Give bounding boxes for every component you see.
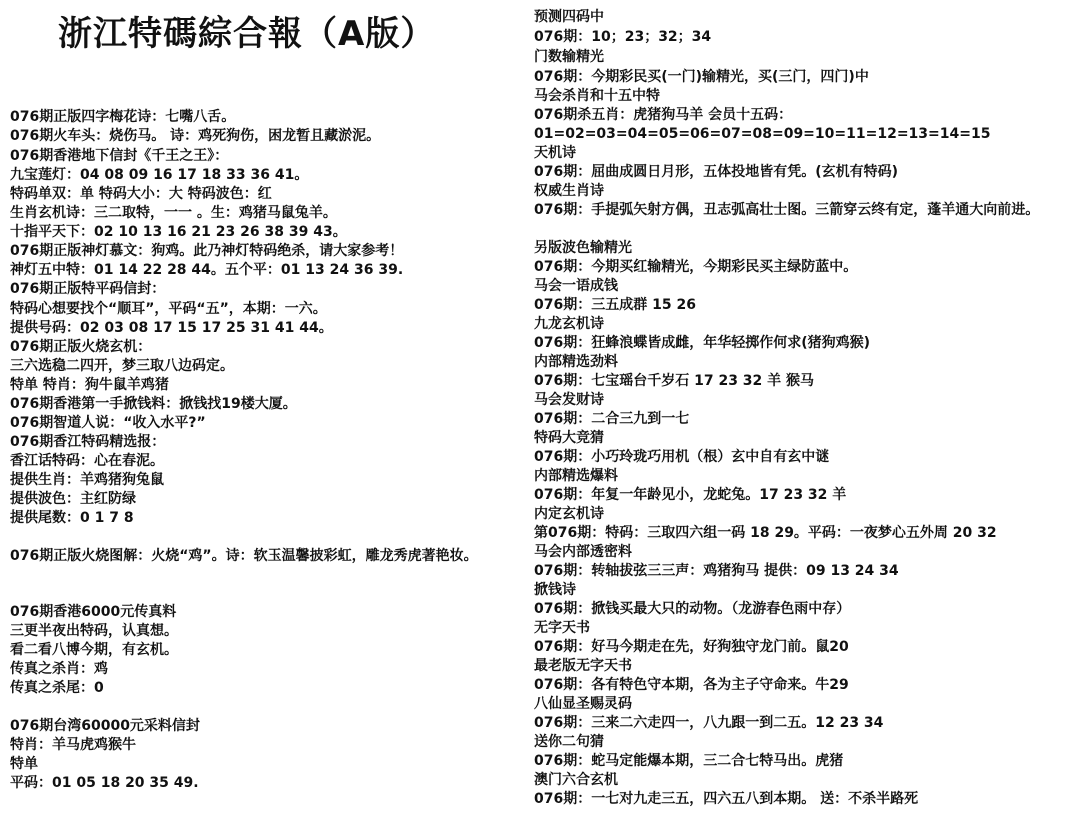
text-line: 生肖玄机诗：三二取特，一一 。生：鸡猪马鼠兔羊。 — [10, 205, 337, 221]
section-heading: 马会一语成钱 — [534, 278, 618, 294]
text-line: 076期：掀钱买最大只的动物。（龙游春色雨中存） — [534, 601, 851, 617]
text-line: 076期正版特平码信封： — [10, 281, 166, 297]
text-line: 传真之杀肖：鸡 — [10, 661, 108, 677]
text-line: 平码：01 05 18 20 35 49. — [10, 775, 199, 791]
section-heading: 特码大竞猜 — [534, 430, 604, 446]
section-heading: 权威生肖诗 — [534, 183, 604, 199]
section-heading: 马会发财诗 — [534, 392, 604, 408]
text-paragraph: 076期正版火烧图解：火烧“鸡”。诗：软玉温馨披彩虹，雕龙秀虎著艳妆。 — [10, 548, 478, 564]
text-line: 十指平天下：02 10 13 16 21 23 26 38 39 43。 — [10, 224, 347, 240]
section-heading: 内部精选劲料 — [534, 354, 618, 370]
text-line: 076期智道人说：“收入水平?” — [10, 415, 206, 431]
text-line: 076期香港第一手掀钱料：掀钱找19楼大厦。 — [10, 396, 297, 412]
text-line: 特码单双：单 特码大小：大 特码波色：红 — [10, 186, 272, 202]
page-title: 浙江特碼綜合報（A版） — [58, 14, 436, 54]
text-line: 076期：转轴拔弦三三声：鸡猪狗马 提供：09 13 24 34 — [534, 563, 899, 579]
text-line: 提供波色：主红防绿 — [10, 491, 136, 507]
text-line: 三更半夜出特码，认真想。 — [10, 623, 178, 639]
section-heading: 八仙显圣赐灵码 — [534, 696, 632, 712]
text-line: 特单 — [10, 756, 38, 772]
section-heading: 送你二句猜 — [534, 734, 604, 750]
text-line: 看二看八博今期，有玄机。 — [10, 642, 178, 658]
text-line: 传真之杀尾：0 — [10, 680, 104, 696]
text-line: 076期：三五成群 15 26 — [534, 297, 696, 313]
section-heading: 预测四码中 — [534, 9, 604, 25]
text-line: 特单 特肖：狗牛鼠羊鸡猪 — [10, 377, 169, 393]
text-line: 076期香港地下信封《千王之王》： — [10, 148, 229, 164]
text-line: 076期杀五肖：虎猪狗马羊 会员十五码： — [534, 107, 793, 123]
text-line: 香江话特码：心在春泥。 — [10, 453, 164, 469]
text-line: 076期：三来二六走四一，八九跟一到二五。12 23 34 — [534, 715, 884, 731]
text-line: 076期香江特码精选报： — [10, 434, 166, 450]
text-line: 076期：狂蜂浪蝶皆成雌，年华轻掷作何求(猪狗鸡猴) — [534, 335, 871, 351]
text-line: 076期：一七对九走三五，四六五八到本期。 送：不杀半路死 — [534, 791, 919, 807]
text-line: 076期：今期买红输精光，今期彩民买主绿防蓝中。 — [534, 259, 858, 275]
text-line: 三六选稳二四开，梦三取八边码定。 — [10, 358, 234, 374]
text-line: 076期：各有特色守本期，各为主子守命来。牛29 — [534, 677, 849, 693]
text-line: 076期香港6000元传真料 — [10, 604, 177, 620]
text-line: 神灯五中特：01 14 22 28 44。五个平：01 13 24 36 39. — [10, 262, 404, 278]
text-line: 076期正版四字梅花诗：七嘴八舌。 — [10, 109, 236, 125]
section-heading: 天机诗 — [534, 145, 576, 161]
text-line: 076期：七宝瑶台千岁石 17 23 32 羊 猴马 — [534, 373, 815, 389]
section-heading: 澳门六合玄机 — [534, 772, 618, 788]
text-line: 第076期：特码：三取四六组一码 18 29。平码：一夜梦心五外周 20 32 — [534, 525, 997, 541]
section-heading: 门数输精光 — [534, 49, 604, 65]
text-line: 076期台湾60000元采料信封 — [10, 718, 200, 734]
text-line: 提供号码：02 03 08 17 15 17 25 31 41 44。 — [10, 320, 333, 336]
text-line: 特码心想要找个“顺耳”，平码“五”，本期：一六。 — [10, 301, 327, 317]
text-line: 076期火车头：烧伤马。 诗：鸡死狗伤，困龙暂且藏淤泥。 — [10, 128, 381, 144]
text-line: 提供生肖：羊鸡猪狗兔鼠 — [10, 472, 164, 488]
text-line: 076期：二合三九到一七 — [534, 411, 690, 427]
section-heading: 九龙玄机诗 — [534, 316, 604, 332]
text-line: 特肖：羊马虎鸡猴牛 — [10, 737, 136, 753]
text-line: 076期：屈曲成圆日月形，五体投地皆有凭。(玄机有特码) — [534, 164, 899, 180]
section-heading: 马会内部透密料 — [534, 544, 632, 560]
text-line: 九宝莲灯：04 08 09 16 17 18 33 36 41。 — [10, 167, 309, 183]
text-line: 076期：小巧玲珑巧用机（根）玄中自有玄中谜 — [534, 449, 830, 465]
section-heading: 内定玄机诗 — [534, 506, 604, 522]
text-paragraph: 076期：手提弧矢射方偶，丑志弧高壮士图。三箭穿云终有定，蓬羊通大向前进。 — [534, 202, 1040, 218]
section-heading: 内部精选爆料 — [534, 468, 618, 484]
section-heading: 最老版无字天书 — [534, 658, 632, 674]
section-heading: 马会杀肖和十五中特 — [534, 88, 660, 104]
section-heading: 无字天书 — [534, 620, 590, 636]
text-line: 076期：年复一年龄见小，龙蛇兔。17 23 32 羊 — [534, 487, 847, 503]
text-line: 01=02=03=04=05=06=07=08=09=10=11=12=13=14=15 — [534, 126, 991, 142]
text-line: 076期正版火烧玄机： — [10, 339, 152, 355]
text-line: 076期正版神灯慕文：狗鸡。此乃神灯特码绝杀，请大家参考！ — [10, 243, 404, 259]
section-heading: 掀钱诗 — [534, 582, 576, 598]
text-line: 076期：好马今期走在先，好狗独守龙门前。鼠20 — [534, 639, 849, 655]
text-line: 076期：10；23；32；34 — [534, 29, 712, 45]
text-line: 提供尾数：0 1 7 8 — [10, 510, 134, 526]
text-line: 076期：今期彩民买(一门)输精光，买(三门，四门)中 — [534, 69, 869, 85]
section-heading: 另版波色输精光 — [534, 240, 632, 256]
text-line: 076期：蛇马定能爆本期，三二合七特马出。虎猪 — [534, 753, 844, 769]
